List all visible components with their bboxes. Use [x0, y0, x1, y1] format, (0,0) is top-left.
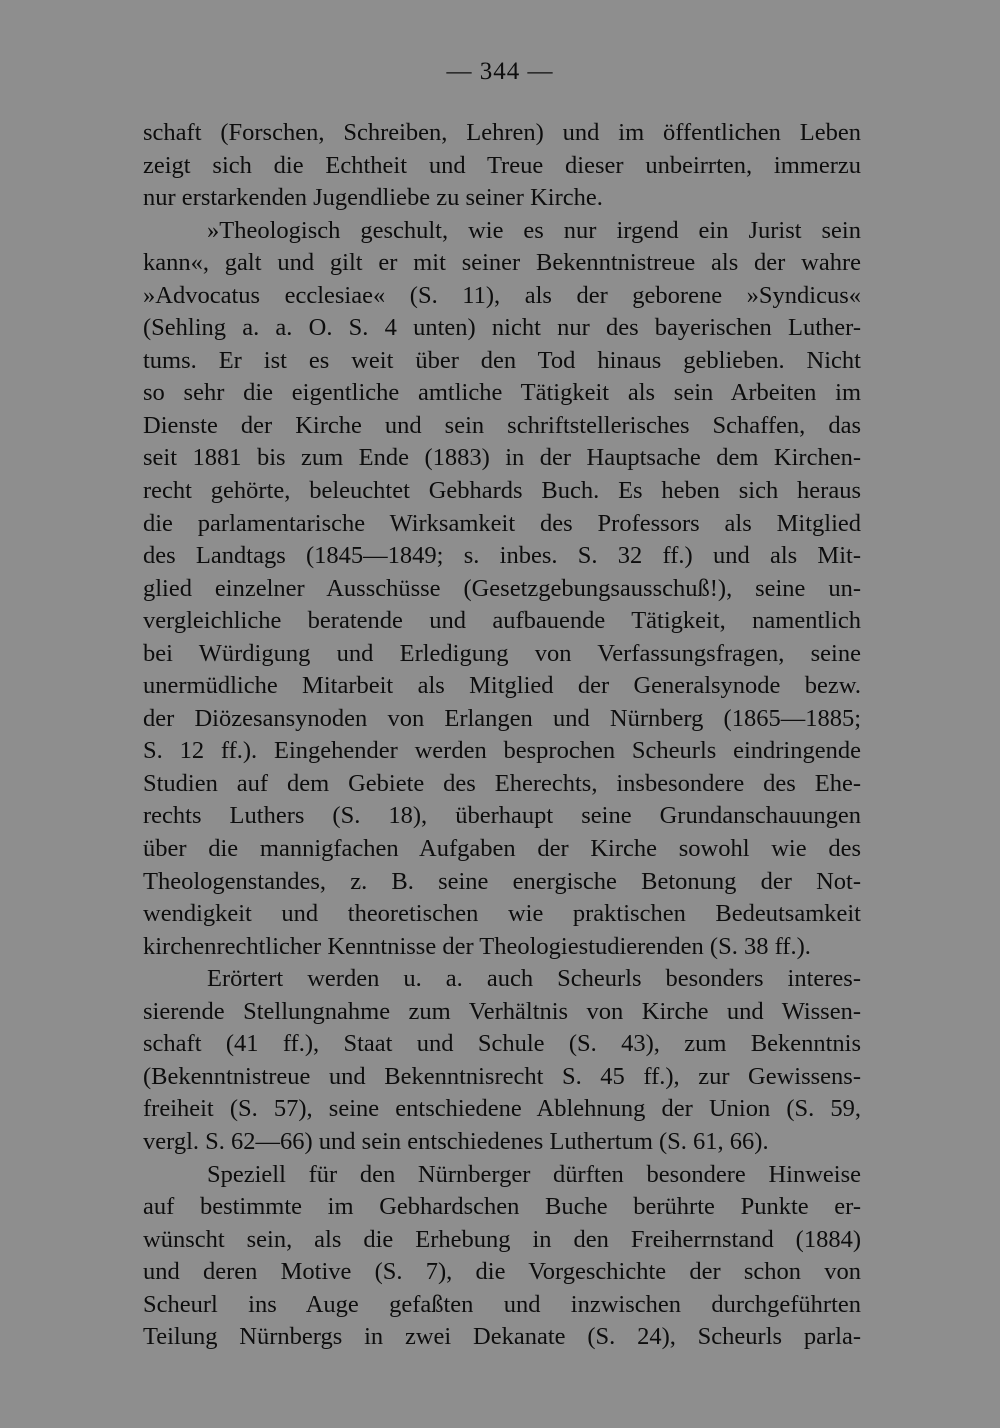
- text-line: so sehr die eigentliche amtliche Tätigkeit als sein Arbeiten im: [143, 379, 861, 407]
- text-line: Speziell für den Nürnberger dürften besondere Hinweise: [207, 1160, 861, 1188]
- text-line: kann«, galt und gilt er mit seiner Bekenntnistreue als der wahre: [143, 249, 861, 277]
- text-line: des Landtags (1845—1849; s. inbes. S. 32 ff.) und als Mit-: [143, 542, 861, 570]
- text-line: rechts Luthers (S. 18), überhaupt seine Grundanschauungen: [143, 802, 861, 830]
- text-line: schaft (41 ff.), Staat und Schule (S. 43), zum Bekenntnis: [143, 1030, 861, 1058]
- text-line: Erörtert werden u. a. auch Scheurls besonders interes-: [207, 965, 861, 993]
- text-line: vergleichliche beratende und aufbauende Tätigkeit, namentlich: [143, 607, 861, 635]
- text-line: unermüdliche Mitarbeit als Mitglied der Generalsynode bezw.: [143, 672, 861, 700]
- text-line: Theologenstandes, z. B. seine energische Betonung der Not-: [143, 867, 861, 895]
- text-line: recht gehörte, beleuchtet Gebhards Buch. Es heben sich heraus: [143, 477, 861, 505]
- text-line: (Bekenntnistreue und Bekenntnisrecht S. 45 ff.), zur Gewissens-: [143, 1062, 861, 1090]
- text-line: »Theologisch geschult, wie es nur irgend ein Jurist sein: [207, 216, 861, 244]
- text-line: freiheit (S. 57), seine entschiedene Ablehnung der Union (S. 59,: [143, 1095, 861, 1123]
- text-line: vergl. S. 62—66) und sein entschiedenes Luthertum (S. 61, 66).: [143, 1127, 769, 1155]
- text-line: sierende Stellungnahme zum Verhältnis von Kirche und Wissen-: [143, 997, 861, 1025]
- text-line: über die mannigfachen Aufgaben der Kirche sowohl wie des: [143, 835, 861, 863]
- text-line: Dienste der Kirche und sein schriftstellerisches Schaffen, das: [143, 411, 861, 439]
- text-line: der Diözesansynoden von Erlangen und Nürnberg (1865—1885;: [143, 704, 861, 732]
- text-line: zeigt sich die Echtheit und Treue dieser unbeirrten, immerzu: [143, 151, 861, 179]
- page-number: — 344 —: [446, 58, 554, 85]
- text-line: kirchenrechtlicher Kenntnisse der Theologiestudierenden (S. 38 ff.).: [143, 932, 811, 960]
- text-line: die parlamentarische Wirksamkeit des Professors als Mitglied: [143, 509, 861, 537]
- text-line: nur erstarkenden Jugendliebe zu seiner Kirche.: [143, 184, 603, 212]
- text-line: schaft (Forschen, Schreiben, Lehren) und im öffentlichen Leben: [143, 119, 861, 146]
- text-line: wünscht sein, als die Erhebung in den Freiherrnstand (1884): [143, 1225, 861, 1253]
- text-line: bei Würdigung und Erledigung von Verfassungsfragen, seine: [143, 639, 861, 667]
- text-line: auf bestimmte im Gebhardschen Buche berührte Punkte er-: [143, 1193, 861, 1221]
- body-text: [143, 117, 861, 1354]
- text-line: »Advocatus ecclesiae« (S. 11), als der geborene »Syndicus«: [143, 281, 861, 309]
- text-line: und deren Motive (S. 7), die Vorgeschichte der schon von: [143, 1258, 861, 1286]
- text-line: glied einzelner Ausschüsse (Gesetzgebungsausschuß!), seine un-: [143, 574, 861, 602]
- text-line: S. 12 ff.). Eingehender werden besprochen Scheurls eindringende: [143, 737, 861, 765]
- text-line: seit 1881 bis zum Ende (1883) in der Hauptsache dem Kirchen-: [143, 444, 861, 472]
- text-line: tums. Er ist es weit über den Tod hinaus geblieben. Nicht: [143, 346, 861, 374]
- text-line: wendigkeit und theoretischen wie praktischen Bedeutsamkeit: [143, 900, 861, 928]
- text-line: Studien auf dem Gebiete des Eherechts, insbesondere des Ehe-: [143, 769, 861, 797]
- text-line: (Sehling a. a. O. S. 4 unten) nicht nur des bayerischen Luther-: [143, 314, 861, 342]
- text-line: Scheurl ins Auge gefaßten und inzwischen durchgeführten: [143, 1290, 861, 1318]
- text-line: Teilung Nürnbergs in zwei Dekanate (S. 24), Scheurls parla-: [143, 1323, 861, 1351]
